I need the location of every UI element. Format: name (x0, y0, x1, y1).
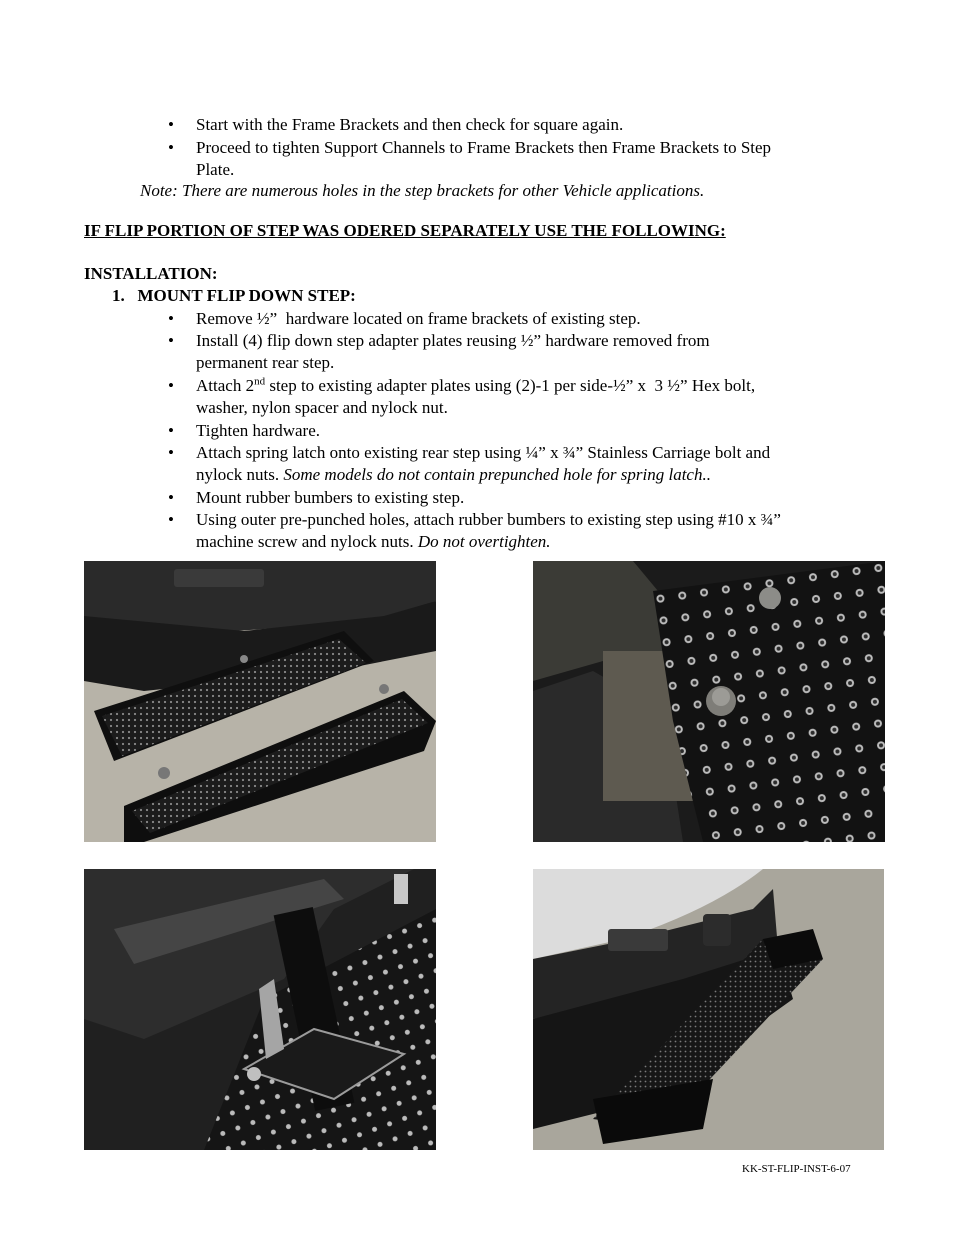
note-text: Note: There are numerous holes in the step brackets for other Vehicle applications. (140, 181, 705, 200)
bullet-attach-second-step-cont: washer, nylon spacer and nylock nut. (196, 398, 448, 417)
bullet-glyph: • (168, 138, 174, 157)
photo-rubber-bumper-closeup (533, 561, 885, 842)
step1-heading: 1. MOUNT FLIP DOWN STEP: (112, 286, 356, 305)
bullet-glyph: • (168, 115, 174, 134)
bullet-glyph: • (168, 443, 174, 462)
plain-text: machine screw and nylock nuts. (196, 532, 418, 551)
bullet-glyph: • (168, 309, 174, 328)
separate-order-heading: IF FLIP PORTION OF STEP WAS ODERED SEPARATELY USE THE FOLLOWING: (84, 221, 726, 240)
bullet-install-adapter-plates: Install (4) flip down step adapter plates reusing ½” hardware removed from (196, 331, 710, 350)
italic-caution: Some models do not contain prepunched hole for spring latch.. (283, 465, 711, 484)
bullet-glyph: • (168, 421, 174, 440)
bullet-tighten-hardware: Tighten hardware. (196, 421, 321, 440)
bullet-glyph: • (168, 510, 174, 529)
photo-spring-latch (84, 869, 436, 1150)
document-code-footer: KK-ST-FLIP-INST-6-07 (742, 1163, 851, 1175)
bullet-attach-spring-latch: Attach spring latch onto existing rear step using ¼” x ¾” Stainless Carriage bolt and (196, 443, 771, 462)
ordinal-superscript: nd (254, 375, 266, 388)
bullet-mount-bumbers: Mount rubber bumbers to existing step. (196, 488, 465, 507)
bullet-outer-holes-cont (196, 531, 846, 553)
bullet-text-support-channels: Proceed to tighten Support Channels to Frame Brackets then Frame Brackets to Step (196, 138, 772, 157)
bullet-attach-second-step (196, 375, 846, 397)
photo-vehicle-step-assembled (533, 869, 884, 1150)
bullet-glyph: • (168, 331, 174, 350)
plain-text: nylock nuts. (196, 465, 284, 484)
bullet-remove-hardware: Remove ½” hardware located on frame brackets of existing step. (196, 309, 641, 328)
attach-text: Attach 2 (196, 376, 255, 395)
bullet-install-adapter-plates-cont: permanent rear step. (196, 353, 335, 372)
bullet-glyph: • (168, 376, 174, 395)
photo-flip-step-installed (84, 561, 436, 842)
italic-caution: Do not overtighten. (417, 532, 551, 551)
installation-heading: INSTALLATION: (84, 264, 218, 283)
attach-text-rest: step to existing adapter plates using (2)-1 per side-½” x 3 ½” Hex bolt, (265, 376, 756, 395)
bullet-glyph: • (168, 488, 174, 507)
bullet-text-plate: Plate. (196, 160, 235, 179)
bullet-attach-spring-latch-cont (196, 464, 846, 486)
bullet-outer-holes: Using outer pre-punched holes, attach rubber bumbers to existing step using #10 x ¾” (196, 510, 781, 529)
bullet-text-frame-brackets: Start with the Frame Brackets and then check for square again. (196, 115, 624, 134)
